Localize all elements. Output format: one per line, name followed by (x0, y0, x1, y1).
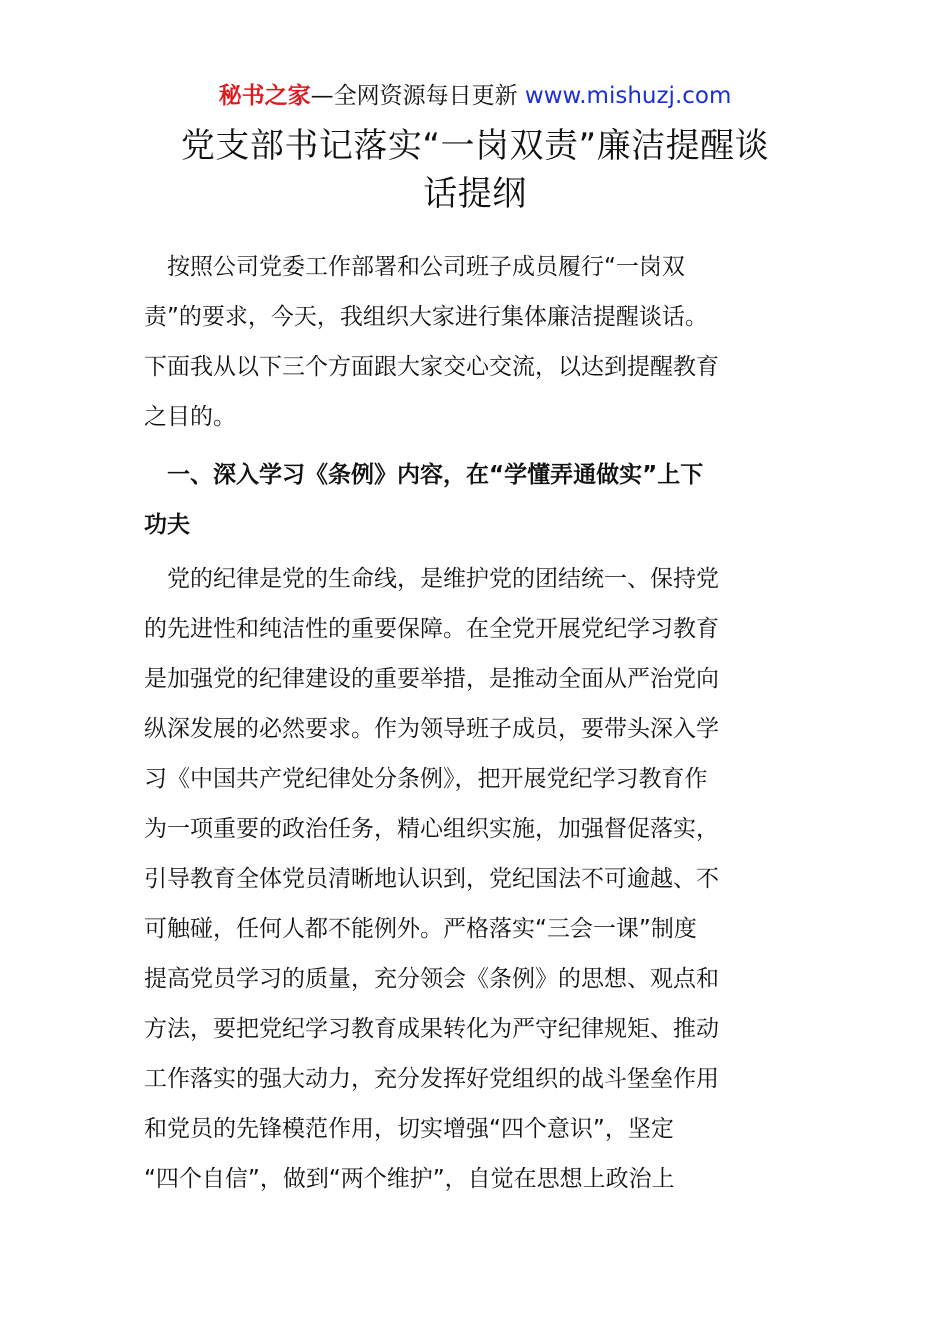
text-line: 纵深发展的必然要求。作为领导班子成员，要带头深入学 (144, 716, 719, 742)
title-line: 话提纲 (423, 174, 527, 214)
text-line: 下面我从以下三个方面跟大家交心交流，以达到提醒教育 (144, 354, 719, 380)
text-line: 为一项重要的政治任务，精心组织实施，加强督促落实， (144, 816, 719, 842)
text-line: 方法，要把党纪学习教育成果转化为严守纪律规矩、推动 (144, 1016, 719, 1042)
text-line: 和党员的先锋模范作用，切实增强“四个意识”，坚定 (144, 1116, 674, 1142)
text-line: 之目的。 (144, 404, 236, 430)
section-1-paragraph (144, 554, 810, 1204)
site-tagline: —全网资源每日更新 (310, 83, 525, 109)
text-line: 是加强党的纪律建设的重要举措，是推动全面从严治党向 (144, 666, 719, 692)
site-brand: 秘书之家 (218, 83, 311, 109)
site-header (0, 80, 950, 112)
text-line: 工作落实的强大动力，充分发挥好党组织的战斗堡垒作用 (144, 1066, 719, 1092)
heading-line: 功夫 (144, 512, 190, 538)
text-line: 提高党员学习的质量，充分领会《条例》的思想、观点和 (144, 966, 719, 992)
site-url-link[interactable]: www.mishuzj.com (524, 83, 732, 109)
text-line: 按照公司党委工作部署和公司班子成员履行“一岗双 (144, 254, 685, 280)
text-line: “四个自信”，做到“两个维护”，自觉在思想上政治上 (144, 1166, 675, 1192)
intro-paragraph (144, 242, 810, 442)
text-line: 习《中国共产党纪律处分条例》，把开展党纪学习教育作 (144, 766, 708, 792)
text-line: 责”的要求，今天，我组织大家进行集体廉洁提醒谈话。 (144, 304, 708, 330)
text-line: 党的纪律是党的生命线，是维护党的团结统一、保持党 (144, 566, 719, 592)
title-line: 党支部书记落实“一岗双责”廉洁提醒谈 (180, 126, 770, 166)
heading-line: 一、深入学习《条例》内容，在“学懂弄通做实”上下 (144, 462, 704, 488)
text-line: 引导教育全体党员清晰地认识到，党纪国法不可逾越、不 (144, 866, 719, 892)
section-heading-1 (144, 450, 810, 550)
text-line: 的先进性和纯洁性的重要保障。在全党开展党纪学习教育 (144, 616, 719, 642)
text-line: 可触碰，任何人都不能例外。严格落实“三会一课”制度 (144, 916, 697, 942)
document-title (140, 122, 810, 218)
